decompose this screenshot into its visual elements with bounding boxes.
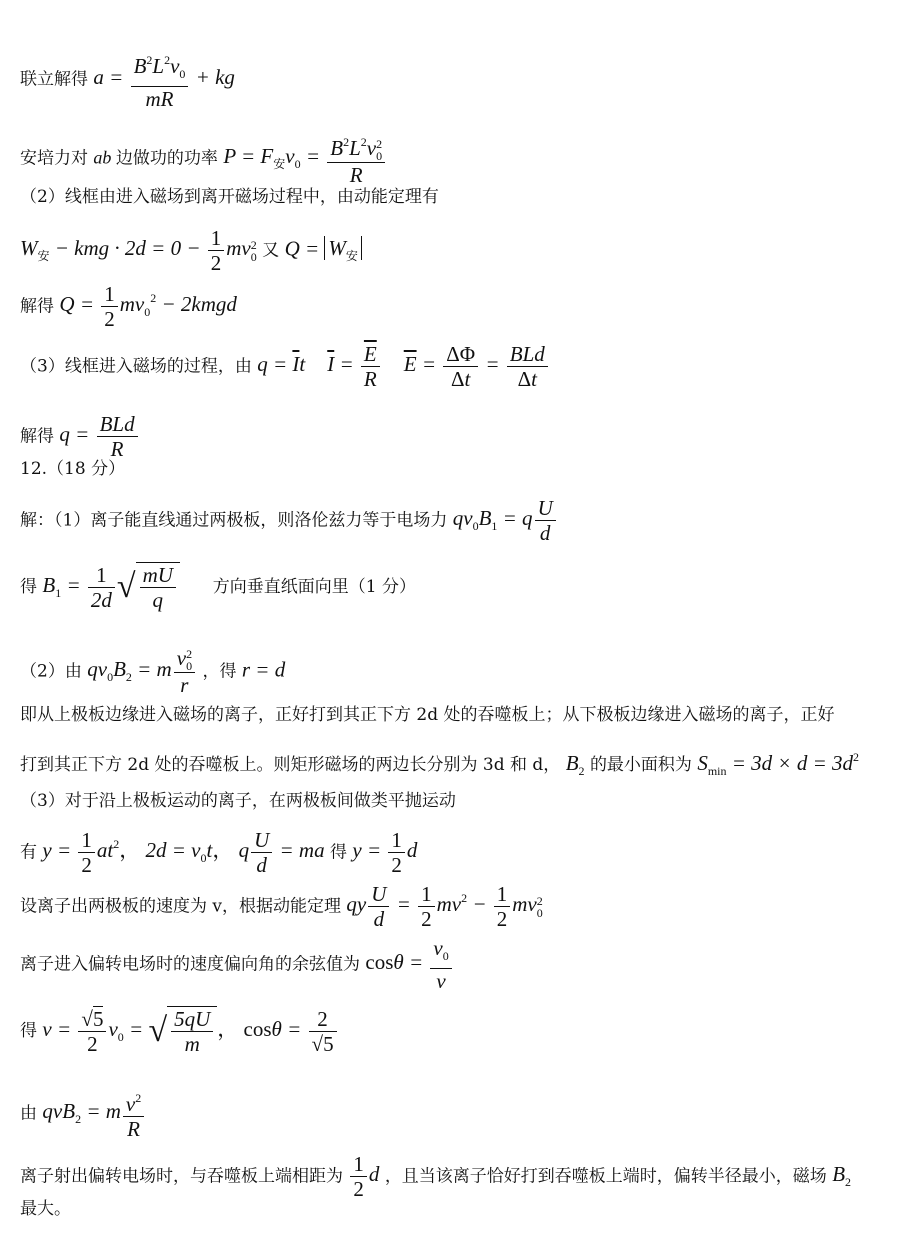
var-ab: ab bbox=[93, 147, 116, 168]
text-explain-1 bbox=[20, 704, 835, 726]
text-bian-power: 边做功的功率 bbox=[115, 148, 218, 169]
eq-acceleration-line bbox=[20, 48, 235, 111]
formula-charge: $q = \overline{I}t$ $\overline{I}$ = $\frac{\overline{E}}{R}$ $\overline{E}$ = $\frac{\Delta\Phi}{\Delta t}$ = $\frac{\text{BLd}}{\Delta t}$ bbox=[257, 352, 550, 376]
formula-radius: r = d bbox=[241, 657, 286, 682]
text-direction: 方向垂直纸面向里（1 分） bbox=[212, 576, 416, 597]
formula-heat-abs: $Q = W_安$ bbox=[285, 236, 362, 260]
formula-b2: qvB$_2$ = m $\frac{v^2}{R}$ bbox=[42, 1099, 146, 1123]
formula-b1: $B_1$ = $\frac{1}{2d}$ √ $\frac{mU}{q}$ bbox=[42, 573, 180, 597]
eq-charge-process-line bbox=[20, 342, 550, 391]
eq-kinematics-line bbox=[20, 828, 417, 877]
eq-cos-line bbox=[20, 936, 454, 993]
part3-intro bbox=[20, 790, 456, 812]
formula-power: $P = F_安v_0$ = $B^2L^2v$ 2 0 R bbox=[223, 144, 387, 168]
text-explain-2: 打到其正下方 2d 处的吞噬板上。则矩形磁场的两边长分别为 3d 和 d， bbox=[20, 755, 561, 775]
text-min-area: 的最小面积为 bbox=[589, 755, 692, 775]
eq-heat-line bbox=[20, 282, 237, 331]
formula-force-balance: $qv_0B_1 = q$ $\frac{U}{d}$ bbox=[453, 506, 558, 530]
eq-work-energy-line bbox=[20, 226, 362, 275]
text-final-1: 离子射出偏转电场时，与吞噬板上端相距为 bbox=[20, 1166, 343, 1187]
text-jiede-2: 解得 bbox=[20, 426, 54, 447]
text-de: 得 bbox=[20, 576, 37, 597]
text-explain-1-content: 即从上极板边缘进入磁场的离子，正好打到其正下方 2d 处的吞噬板上；从下极板边缘进入磁场的离子，正好 bbox=[20, 705, 835, 725]
formula-cos: cosθ = $\frac{v_0}{v}$ bbox=[365, 950, 453, 974]
text-you-3: 由 bbox=[20, 1103, 37, 1124]
text-part3-b: （3）对于沿上极板运动的离子，在两极板间做类平抛运动 bbox=[20, 791, 456, 811]
text-max: 最大。 bbox=[20, 1199, 71, 1219]
formula-kinematics: y = $\frac{1}{2}$ $at^2$， $2d = v_0t$， q $\frac{U}{d}$ = ma bbox=[42, 828, 325, 877]
eq-radius-line bbox=[20, 646, 285, 697]
formula-heat: Q = $\frac{1}{2}$ $mv_0^2$ − 2kmgd bbox=[59, 282, 237, 331]
text-de-3: 得 bbox=[20, 1020, 37, 1041]
formula-lorentz: $qv_0B_2 = m$ v 2 0 r bbox=[87, 657, 197, 681]
eq-force-balance-line bbox=[20, 496, 558, 545]
formula-half-d: $\frac{1}{2}$ d bbox=[348, 1162, 379, 1186]
formula-work-energy: $W_安$ − kmg · 2d = 0 − $\frac{1}{2}$ mv 2 0 bbox=[20, 226, 257, 275]
formula-velocity: v = $\frac{√5}{2}$ $v_0$ = √ $\frac{5qU}{m}$ ， cosθ = $\frac{2}{√5}$ bbox=[42, 1017, 338, 1041]
eq-power-line bbox=[20, 130, 387, 187]
text-q12: 12.（18 分） bbox=[20, 459, 126, 479]
text-anpeili: 安培力对 bbox=[20, 148, 88, 169]
text-you: 又 bbox=[262, 240, 280, 261]
text-jiede: 解得 bbox=[20, 296, 54, 317]
formula-acceleration: a = $\frac{B^2L^2v_0}{mR}$ + kg bbox=[93, 65, 235, 89]
text-part3: （3）线框进入磁场的过程，由 bbox=[20, 356, 252, 377]
text-cos: 离子进入偏转电场时的速度偏向角的余弦值为 bbox=[20, 954, 360, 975]
question-12-header bbox=[20, 458, 125, 480]
text-part2: （2）线框由进入磁场到离开磁场过程中，由动能定理有 bbox=[20, 187, 439, 207]
eq-b2-line bbox=[20, 1086, 146, 1141]
formula-y-result: y = $\frac{1}{2}$ d bbox=[352, 828, 418, 877]
formula-kinetic: qy $\frac{U}{d}$ = $\frac{1}{2}$ $mv^2$ − $\frac{1}{2}$ mv 2 0 bbox=[346, 882, 543, 931]
text-kinetic: 设离子出两极板的速度为 v，根据动能定理 bbox=[20, 896, 342, 917]
eq-velocity-line bbox=[20, 1006, 339, 1056]
text-de-2: 得 bbox=[330, 842, 348, 863]
var-b2-final: $B_2$ bbox=[832, 1162, 852, 1190]
eq-kinetic-energy-line bbox=[20, 882, 543, 931]
text-final-2: ，且当该离子恰好打到吞噬板上端时，偏转半径最小，磁场 bbox=[384, 1166, 827, 1187]
eq-b1-line bbox=[20, 562, 416, 612]
text-lianli: 联立解得 bbox=[20, 69, 88, 90]
eq-charge-result-line bbox=[20, 412, 140, 461]
text-final-3 bbox=[20, 1198, 71, 1220]
formula-area: $S_{min} = 3d \times d = 3d^2$ bbox=[697, 750, 860, 778]
text-you-2: 有 bbox=[20, 842, 37, 863]
eq-final-line bbox=[20, 1152, 851, 1201]
formula-charge-result: q = $\frac{\text{BLd}}{R}$ bbox=[59, 422, 139, 446]
text-part1: 解：（1）离子能直线通过两极板，则洛伦兹力等于电场力 bbox=[20, 510, 448, 531]
eq-min-area-line bbox=[20, 746, 859, 782]
var-b2: $B_2$ bbox=[565, 751, 585, 778]
text-part2-b: （2）由 bbox=[20, 661, 82, 682]
part2-intro bbox=[20, 186, 439, 208]
text-comma-de: ，得 bbox=[202, 661, 237, 682]
